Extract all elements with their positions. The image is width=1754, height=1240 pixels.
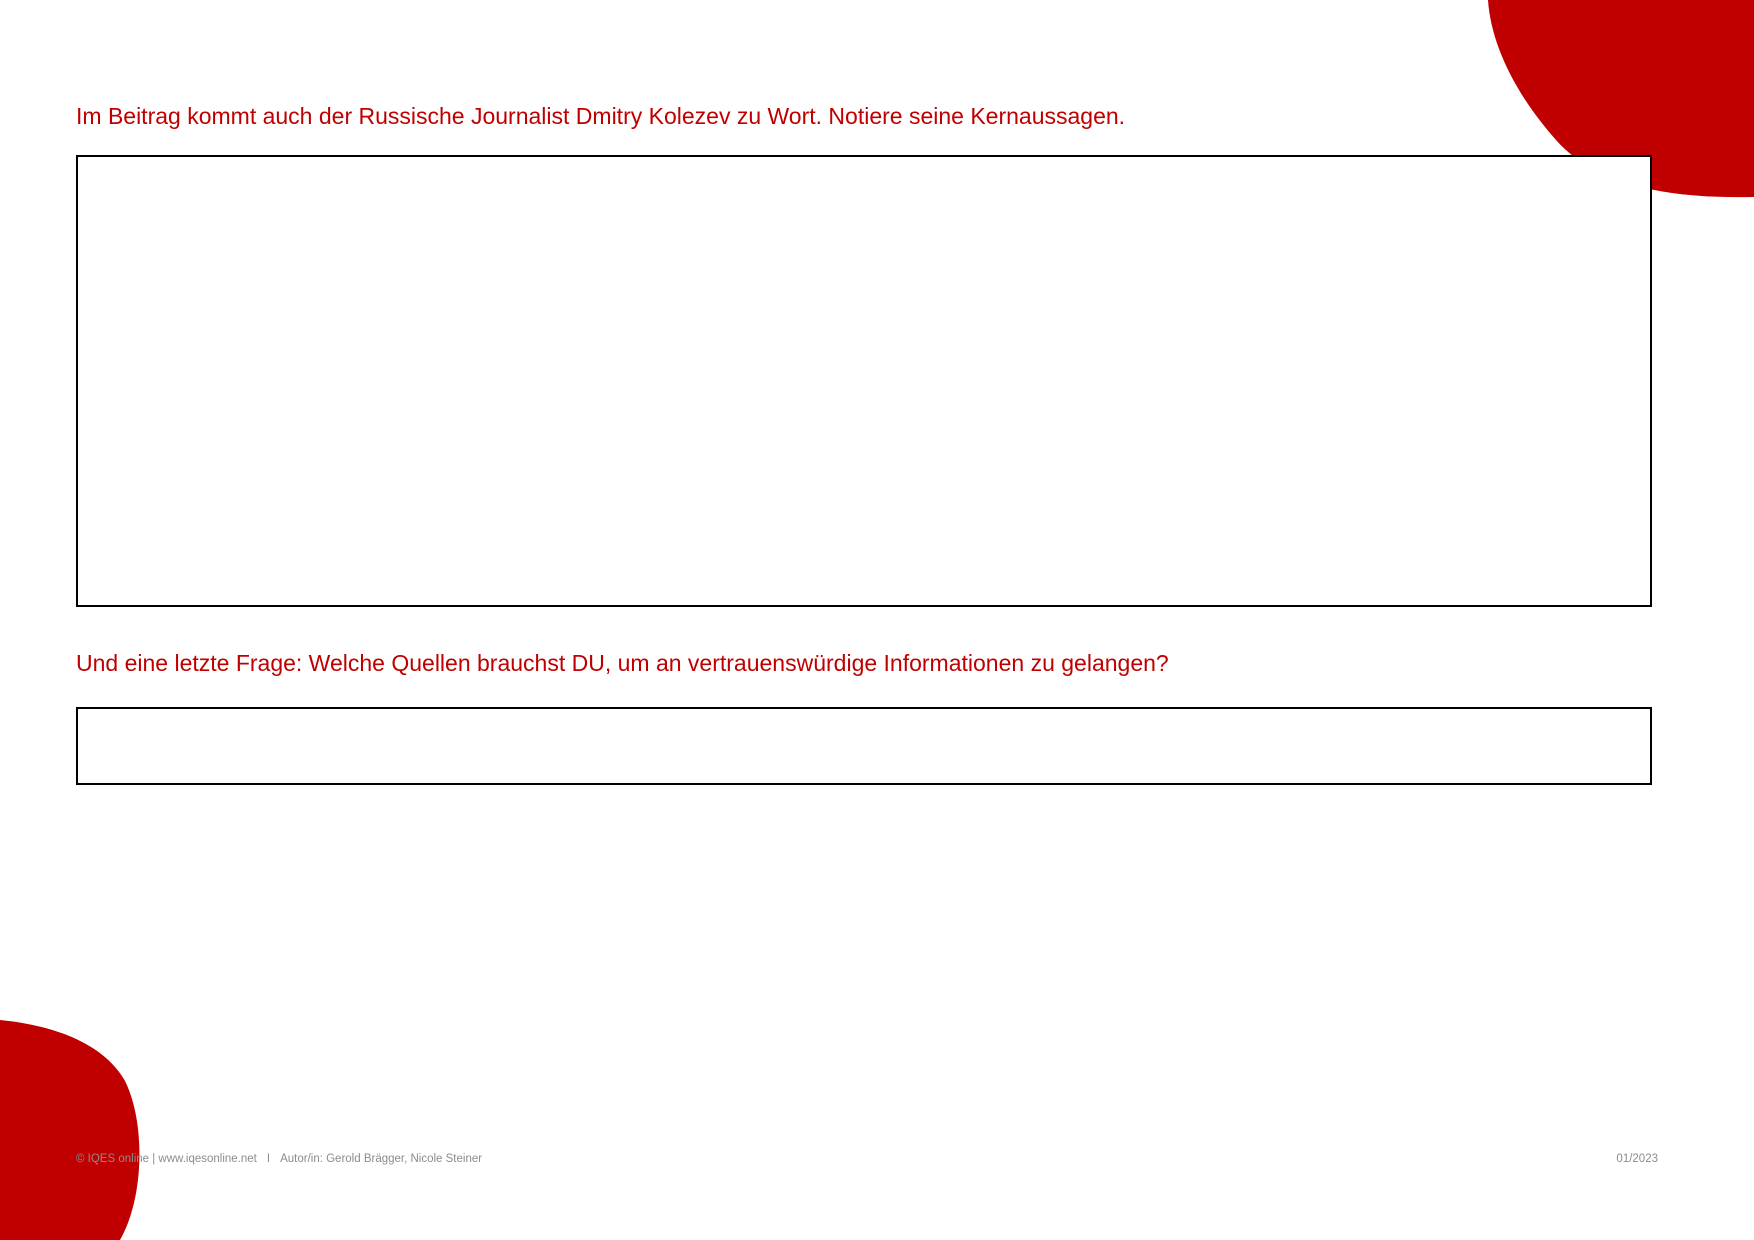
question-kernaussagen: Im Beitrag kommt auch der Russische Journalist Dmitry Kolezev zu Wort. Notiere seine Kernaussagen.	[76, 103, 1126, 129]
answer-box-quellen[interactable]	[76, 707, 1652, 785]
question-quellen: Und eine letzte Frage: Welche Quellen brauchst DU, um an vertrauenswürdige Informationen zu gelangen?	[76, 650, 1169, 676]
footer-copyright: © IQES online | www.iqesonline.net	[76, 1153, 257, 1165]
answer-box-kernaussagen[interactable]	[76, 155, 1652, 607]
footer-separator: I	[266, 1153, 271, 1165]
footer-date: 01/2023	[1616, 1153, 1658, 1165]
decorative-blob-bottom-left	[0, 1016, 145, 1240]
footer-credits	[76, 1153, 482, 1165]
footer-author: Autor/in: Gerold Brägger, Nicole Steiner	[280, 1153, 483, 1165]
